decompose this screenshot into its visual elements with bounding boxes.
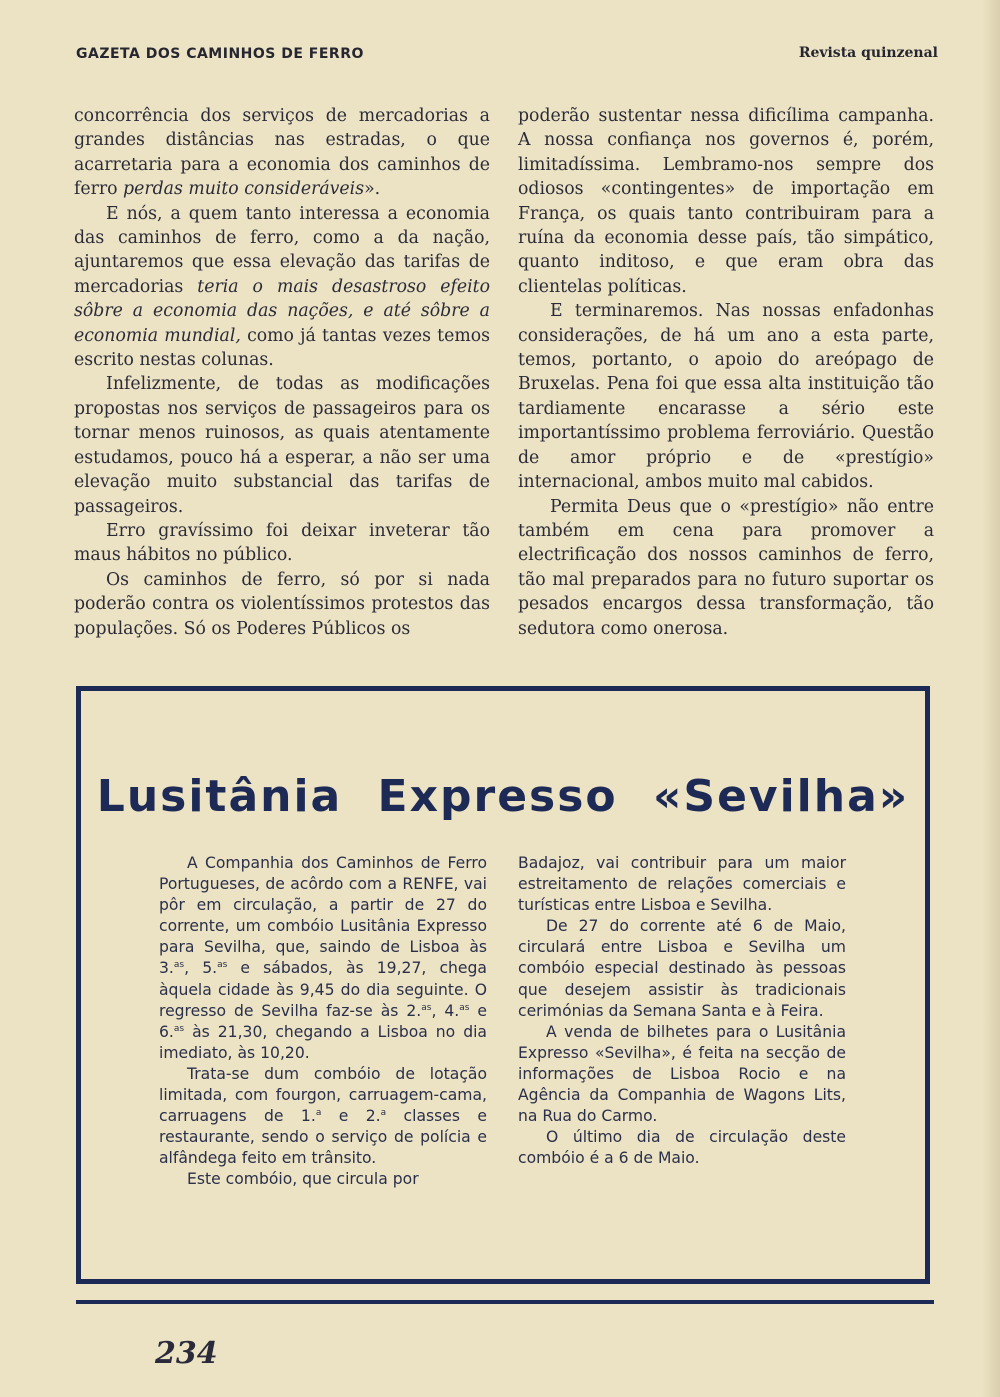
paragraph: Os caminhos de ferro, só por si nada poderão contra os violentíssimos protestos das populações. Só os Poderes Públicos os <box>74 569 490 639</box>
article-left-column <box>74 104 490 641</box>
paragraph: Permita Deus que o «prestígio» não entre também em cena para promover a electrificação dos nossos caminhos de ferro, tão mal preparados para no futuro suportar os pesados encargos dessa transformação, tão sedutora como onerosa. <box>518 496 934 639</box>
page-edge <box>982 0 1000 1397</box>
paragraph: Este combóio, que circula por <box>187 1170 419 1189</box>
running-header-title: GAZETA DOS CAMINHOS DE FERRO <box>76 46 364 62</box>
notice-box <box>76 686 930 1284</box>
paragraph: De 27 do corrente até 6 de Maio, circulará entre Lisboa e Sevilha um combóio especial destinado às pessoas que desejem assistir às tradicionais cerimónias da Semana Santa e à Feira. <box>518 917 846 1020</box>
running-header-subtitle: Revista quinzenal <box>798 45 938 61</box>
paragraph: E terminaremos. Nas nossas enfadonhas considerações, de há um ano a esta parte, temos, portanto, o apoio do areópago de Bruxelas. Pena foi que essa alta instituição tão tardiamente encarasse a sério este importantíssimo problema ferroviário. Questão de amor próprio e de «prestígio» internacional, ambos muito mal cabidos. <box>518 301 934 493</box>
paragraph: Erro gravíssimo foi deixar inveterar tão maus hábitos no público. <box>74 520 490 566</box>
article-right-column <box>518 104 934 641</box>
paragraph: poderão sustentar nessa dificílima campanha. A nossa confiança nos governos é, porém, limitadíssima. Lembramo-nos sempre dos odiosos «contingentes» de importação em França, os quais tanto contribuiram para a ruína da economia desse país, tão simpático, quanto inditoso, e que eram obra das clientelas políticas. <box>518 106 934 297</box>
page-number: 234 <box>155 1336 218 1371</box>
paragraph: Badajoz, vai contribuir para um maior estreitamento de relações comerciais e turísticas entre Lisboa e Sevilha. <box>518 854 846 915</box>
notice-left-column <box>159 853 487 1191</box>
notice-title: Lusitânia Expresso «Sevilha» <box>96 771 910 822</box>
paragraph: Infelizmente, de todas as modificações propostas nos serviços de passageiros para os tornar menos ruinosos, as quais atentamente estudamos, pouco há a esperar, a não ser uma elevação muito substancial das tarifas de passageiros. <box>74 374 490 517</box>
paragraph: A venda de bilhetes para o Lusitânia Expresso «Sevilha», é feita na secção de informações de Lisboa Rocio e na Agência da Companhia de Wagons Lits, na Rua do Carmo. <box>518 1022 846 1126</box>
paragraph: E nós, a quem tanto interessa a economia das caminhos de ferro, como a da nação, ajuntaremos que essa elevação das tarifas de mercadorias teria o mais desastroso efeito sôbre a economia das nações, e até sôbre a economia mundial, como já tantas vezes temos escrito nestas colunas. <box>74 203 490 371</box>
paragraph: A Companhia dos Caminhos de Ferro Portugueses, de acôrdo com a RENFE, vai pôr em circulação, a partir de 27 do corrente, um combóio Lusitânia Expresso para Sevilha, que, saindo de Lisboa às 3.$^{as}$, 5.$^{as}$ e sábados, às 19,27, chega àquela cidade às 9,45 do dia seguinte. O regresso de Sevilha faz-se às 2.$^{as}$, 4.$^{as}$ e 6.$^{as}$ às 21,30, chegando a Lisboa no dia imediato, às 10,20. <box>159 854 487 1062</box>
paragraph: O último dia de circulação deste combóio é a 6 de Maio. <box>518 1128 846 1168</box>
paragraph: Trata-se dum combóio de lotação limitada, com fourgon, carruagem-cama, carruagens de 1.$^a$ e 2.$^a$ classes e restaurante, sendo o serviço de polícia e alfândega feito em trânsito. <box>159 1064 487 1168</box>
notice-underline <box>76 1300 934 1304</box>
paragraph: concorrência dos serviços de mercadorias a grandes distâncias nas estradas, o que acarretaria para a economia dos caminhos de ferro perdas muito consideráveis». <box>74 106 490 200</box>
notice-right-column <box>518 853 846 1169</box>
